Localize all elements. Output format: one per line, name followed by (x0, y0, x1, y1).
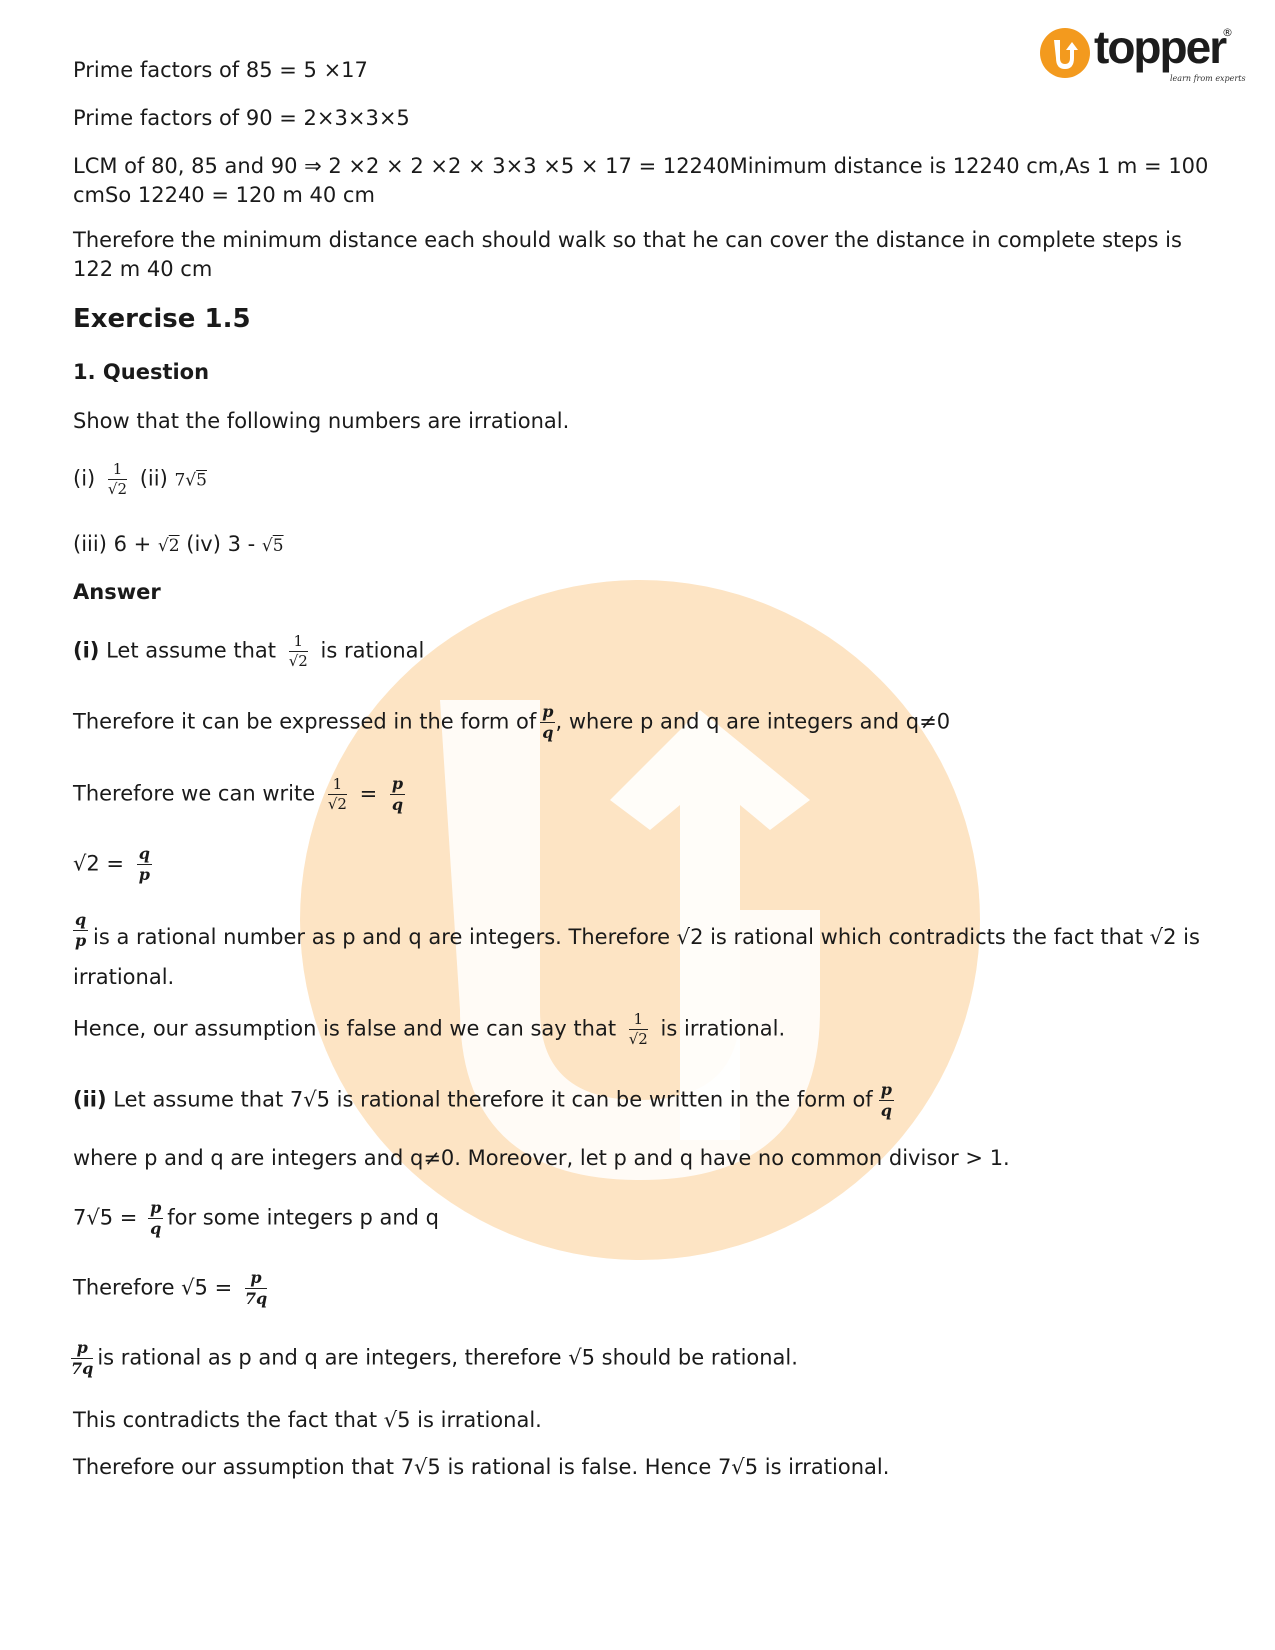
fraction-p-over-q: $\frac{p}{q}$ (150, 1198, 162, 1238)
fraction-one-over-root2: $\frac{1}{√2}$ (628, 1010, 648, 1048)
fraction-p-over-7q: $\frac{p}{7q}$ (71, 1338, 94, 1378)
fraction-one-over-root2: $\frac{1}{√2}$ (288, 632, 308, 670)
hence-text-2: is irrational. (660, 1016, 786, 1041)
fraction-p-over-q: $\frac{p}{q}$ (391, 774, 404, 814)
option-iv-label: (iv) 3 - (186, 532, 256, 556)
we-can-write (73, 776, 411, 813)
hence-text: Hence, our assumption is false and we can say that (73, 1016, 617, 1041)
prime-factors-85: Prime factors of 85 = 5 ×17 (73, 58, 368, 82)
p-over-7q-rational (73, 1340, 798, 1377)
exercise-heading: Exercise 1.5 (73, 304, 251, 334)
part-ii-assume (73, 1082, 894, 1119)
is-rational-text: is rational as p and q are integers, therefore √5 should be rational. (97, 1345, 798, 1370)
fraction-q-over-p: $\frac{q}{p}$ (138, 844, 150, 884)
answer-heading: Answer (73, 580, 161, 604)
question-text: Show that the following numbers are irrational. (73, 409, 570, 433)
prime-factors-90: Prime factors of 90 = 2×3×3×5 (73, 106, 410, 130)
part-ii-label: (ii) (73, 1087, 107, 1112)
logo-u-icon (1040, 28, 1090, 78)
part-i-text-2: is rational (320, 638, 425, 663)
expressed-form (73, 704, 950, 741)
fraction-p-over-7q: $\frac{p}{7q}$ (244, 1268, 268, 1308)
therefore-root5-equation (73, 1270, 273, 1307)
part-ii-text: Let assume that 7√5 is rational therefore it can be written in the form of (113, 1087, 873, 1112)
logo-wordmark: topper (1094, 21, 1226, 73)
option-iii-label: (iii) 6 + (73, 532, 152, 556)
contradicts-text: This contradicts the fact that √5 is irrational. (73, 1408, 542, 1432)
lcm-text: LCM of 80, 85 and 90 ⇒ 2 ×2 × 2 ×2 × 3×3 ×5 × 17 = 12240Minimum distance is 12240 cm,As 1 m = 100 cmSo 12240 = 120 m 40 cm (73, 154, 1209, 207)
equals-sign: = (359, 781, 378, 806)
fraction-q-over-p: $\frac{q}{p}$ (75, 910, 87, 950)
fraction-p-over-q: $\frac{p}{q}$ (880, 1080, 892, 1120)
logo-tagline: learn from experts (1170, 74, 1246, 83)
option-ii-expression: 7√5 (174, 470, 207, 491)
option-i-label: (i) (73, 466, 96, 491)
part-i-assume (73, 634, 424, 669)
options-row-2 (73, 530, 284, 561)
option-iii-radical: √2 (157, 536, 180, 556)
sqrt2-eq-text: √2 = (73, 851, 125, 876)
part-i-text: Let assume that (106, 638, 277, 663)
seven-root5-equation (73, 1200, 439, 1237)
fraction-p-over-q: $\frac{p}{q}$ (542, 702, 554, 742)
we-can-write-text: Therefore we can write (73, 781, 316, 806)
minimum-distance-text: Therefore the minimum distance each should walk so that he can cover the distance in complete steps is 122 m 40 cm (73, 228, 1182, 281)
question-heading: 1. Question (73, 360, 210, 384)
where-p-q-text: where p and q are integers and q≠0. Moreover, let p and q have no common divisor > 1. (73, 1146, 1010, 1170)
conclusion-text: Therefore our assumption that 7√5 is rational is false. Hence 7√5 is irrational. (73, 1455, 890, 1479)
part-i-label: (i) (73, 638, 100, 663)
rational-number-text: is a rational number as p and q are integers. Therefore √2 is rational which contradicts the fact that √2 is irrational. (73, 925, 1200, 989)
topper-logo (1040, 21, 1246, 88)
seven-root5-text: 7√5 = (73, 1205, 138, 1230)
logo-registered-mark: ® (1222, 26, 1233, 39)
hence-assumption (73, 1012, 785, 1047)
option-ii-label: (ii) (139, 466, 168, 491)
expressed-form-text-2: , where p and q are integers and q≠0 (555, 709, 951, 734)
options-row-1 (73, 462, 207, 497)
for-some-integers-text: for some integers p and q (167, 1205, 439, 1230)
therefore-root5-text: Therefore √5 = (73, 1275, 233, 1300)
option-iv-radical: √5 (261, 536, 284, 556)
expressed-form-text: Therefore it can be expressed in the form of (73, 709, 537, 734)
fraction-one-over-root2: $\frac{1}{√2}$ (107, 460, 128, 498)
sqrt2-equation (73, 846, 158, 883)
fraction-one-over-root2: $\frac{1}{√2}$ (327, 775, 347, 813)
